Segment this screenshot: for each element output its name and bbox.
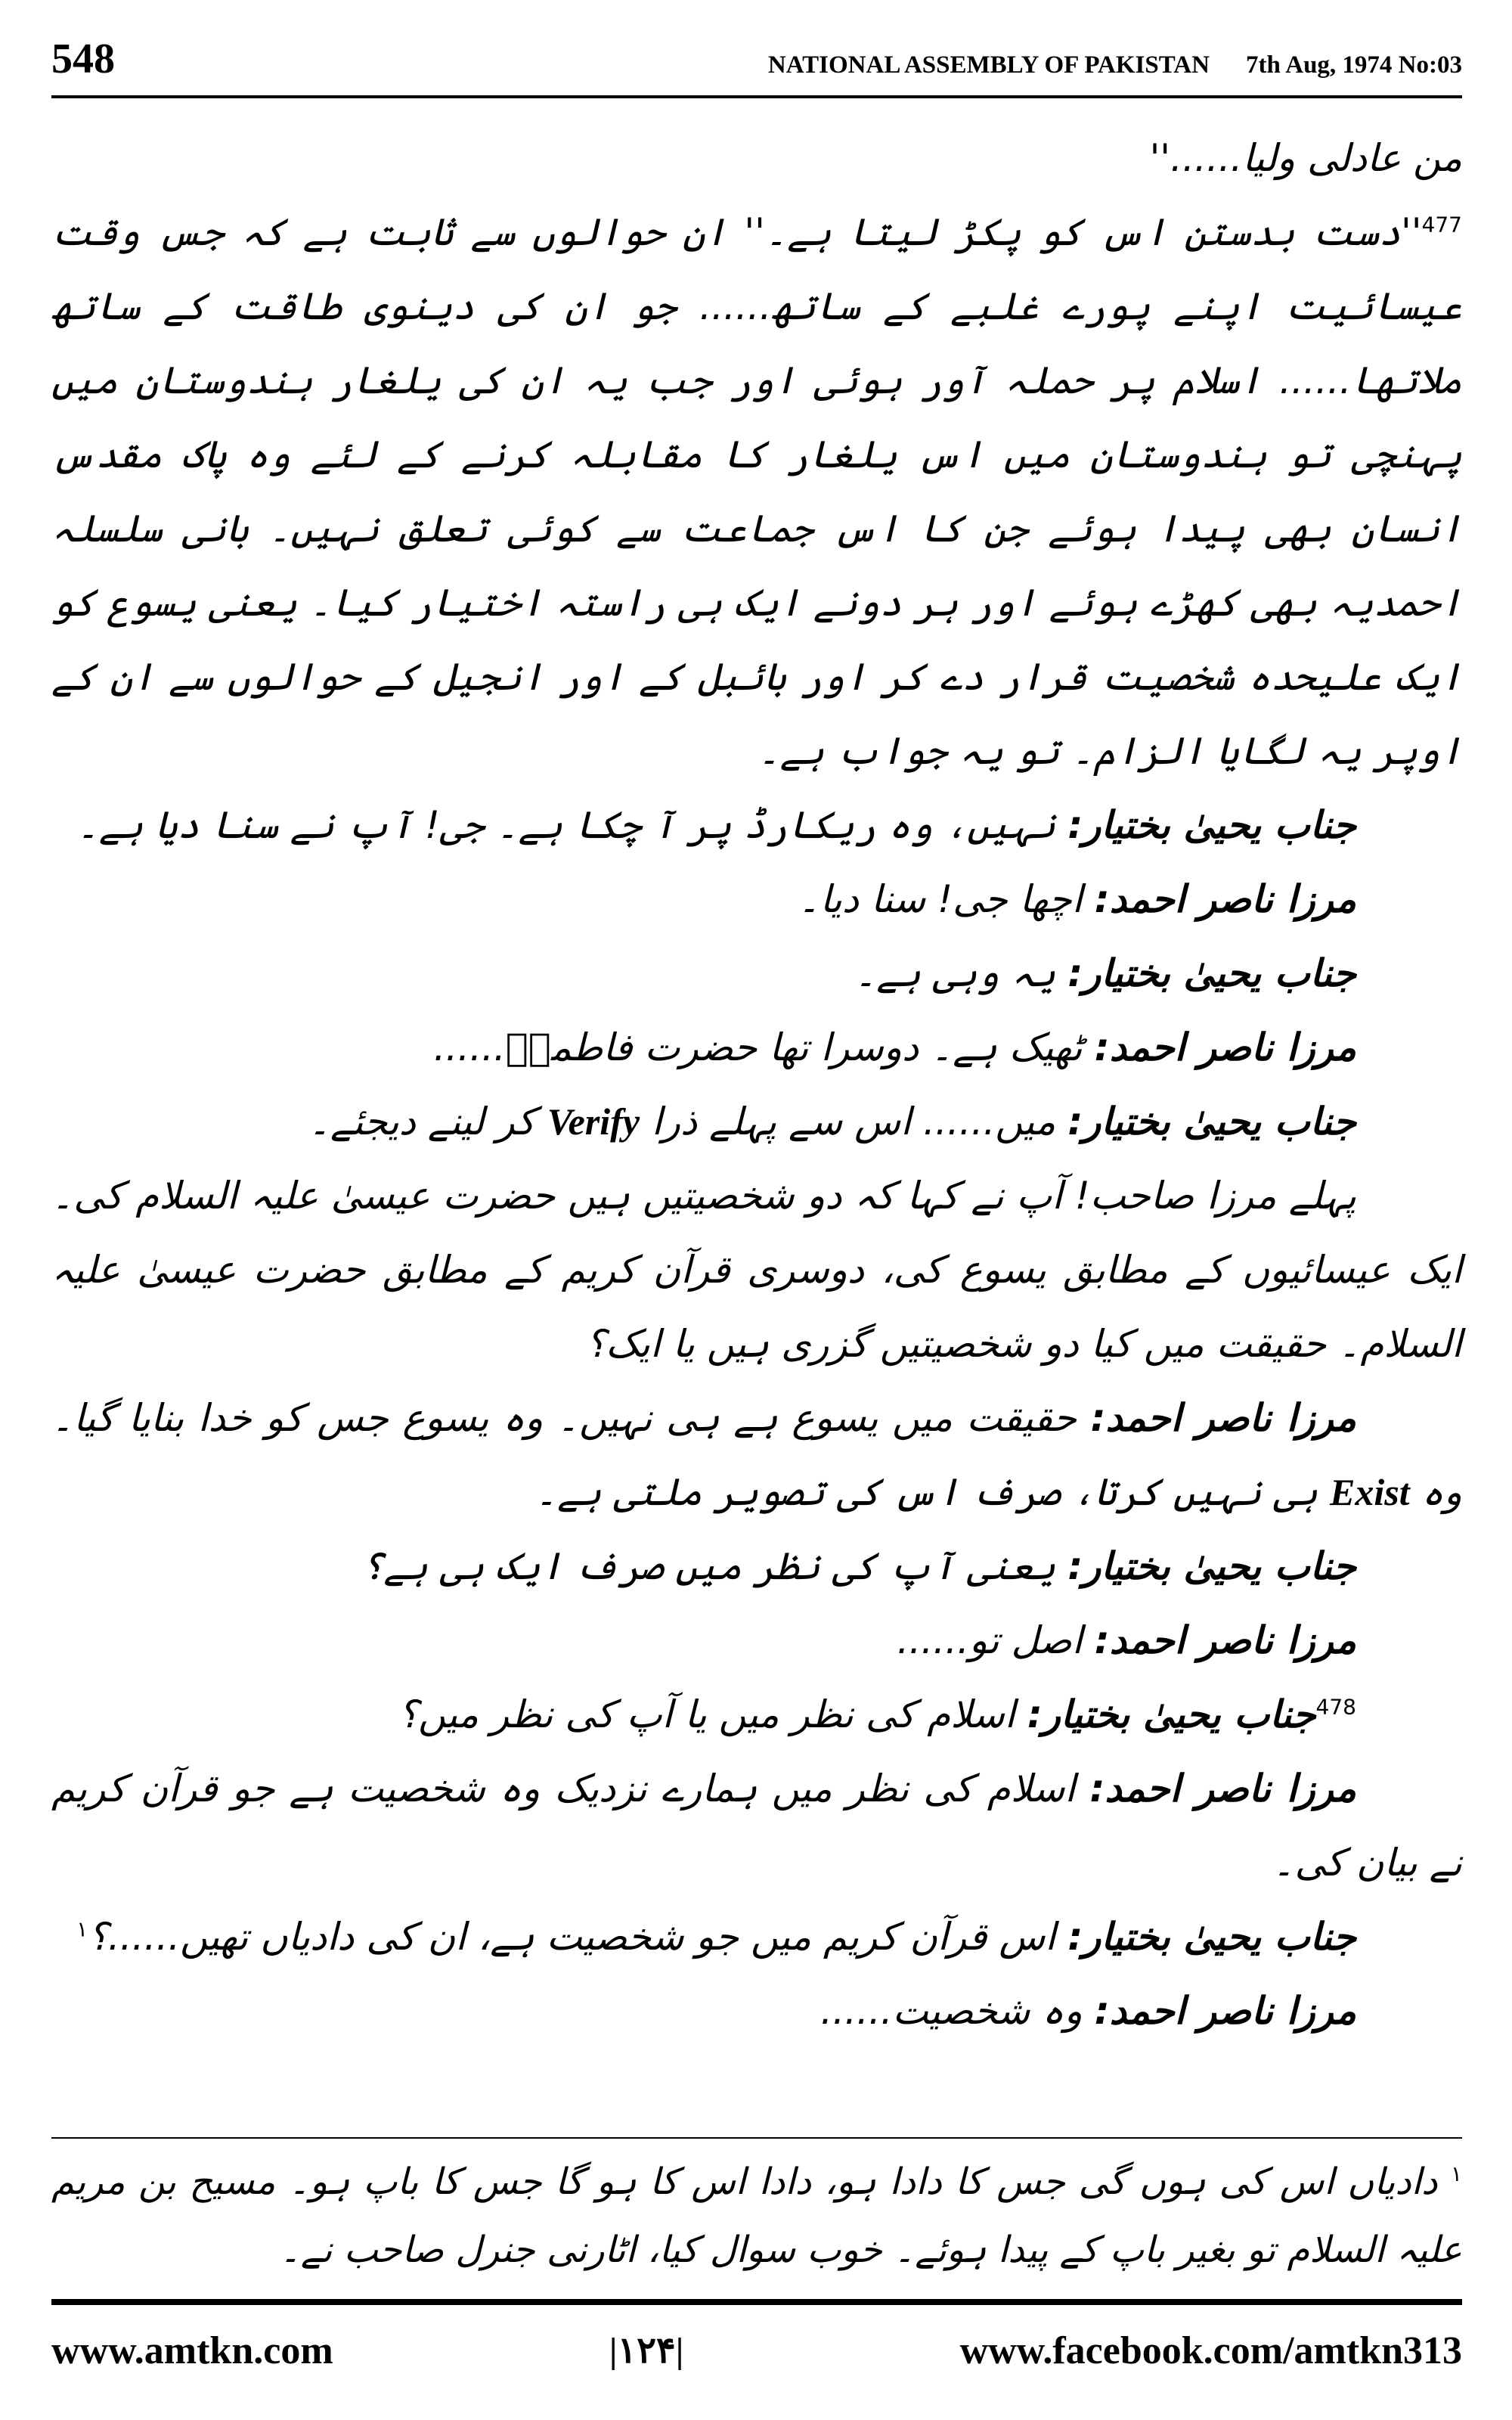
speech-text: اس قرآن کریم میں جو شخصیت ہے، ان کی دادیاں تھیں......؟: [88, 1915, 1056, 1959]
speech-text: کر لینے دیجئے۔: [308, 1100, 535, 1143]
footer-divider: [51, 2299, 1462, 2305]
paragraph-1: [51, 195, 1462, 788]
header-date: 7th Aug, 1974 No:03: [1245, 51, 1462, 79]
speaker-name: جناب یحییٰ بختیار:: [1067, 1544, 1356, 1588]
english-term: Verify: [547, 1100, 640, 1143]
speaker-name: جناب یحییٰ بختیار:: [1067, 1915, 1356, 1959]
speaker-name: مرزا ناصر احمد:: [1094, 1025, 1356, 1069]
dialogue-line: [51, 1751, 1462, 1900]
document-body: [51, 121, 1462, 2048]
reference-number: 478: [1315, 1694, 1356, 1720]
reference-number: 477: [1421, 212, 1462, 237]
speaker-name: مرزا ناصر احمد:: [1090, 1396, 1356, 1440]
speech-text: یہ وہی ہے۔: [854, 951, 1056, 995]
header-divider: [51, 95, 1462, 98]
speech-text: اسلام کی نظر میں ہمارے نزدیک وہ شخصیت ہے جو قرآن کریم نے بیان کی۔: [51, 1767, 1462, 1885]
paragraph-2: پہلے مرزا صاحب! آپ نے کہا کہ دو شخصیتیں ہیں حضرت عیسیٰ علیہ السلام کی۔ ایک عیسائیوں کے مطابق یسوع کی، دوسری قرآن کریم کے مطابق حضرت عیسیٰ علیہ السلام۔ حقیقت میں کیا دو شخصیتیں گزری ہیں یا ایک؟: [51, 1174, 1462, 1366]
dialogue-line: [51, 1010, 1462, 1084]
page-footer: [51, 2320, 1462, 2381]
dialogue-line: [51, 936, 1462, 1010]
speaker-name: مرزا ناصر احمد:: [1094, 1989, 1356, 2033]
dialogue-line: [51, 1974, 1462, 2048]
header-title: NATIONAL ASSEMBLY OF PAKISTAN: [767, 51, 1210, 79]
speaker-name: جناب یحییٰ بختیار:: [1027, 1692, 1316, 1736]
speech-text: نہیں، وہ ریکارڈ پر آ چکا ہے۔ جی! آپ نے سنا دیا ہے۔: [76, 803, 1056, 847]
speech-text: اچھا جی! سنا دیا۔: [798, 877, 1083, 921]
dialogue-line: [51, 862, 1462, 936]
dialogue-line: [51, 1381, 1462, 1529]
english-term: Exist: [1330, 1471, 1410, 1513]
dialogue-line: [51, 1900, 1462, 1974]
speaker-name: جناب یحییٰ بختیار:: [1067, 951, 1356, 995]
facebook-link[interactable]: www.facebook.com/amtkn313: [959, 2328, 1462, 2372]
speech-text: یعنی آپ کی نظر میں صرف ایک ہی ہے؟: [361, 1544, 1056, 1588]
speaker-name: مرزا ناصر احمد:: [1094, 877, 1356, 921]
dialogue-line: [51, 1677, 1462, 1751]
speech-text: اصل تو......: [897, 1618, 1083, 1662]
paragraph-1-text: ''دست بدستن اس کو پکڑ لیتا ہے۔'' ان حوالوں سے ثابت ہے کہ جس وقت عیسائیت اپنے پورے غلبے کے ساتھ...... جو ان کی دینوی طاقت کے ساتھ ملاتھا...... اسلام پر حملہ آور ہوئی اور جب یہ ان کی یلغار ہندوستان میں پہنچی تو ہندوستان میں اس یلغار کا مقابلہ کرنے کے لئے وہ پاک مقدس انسان بھی پیدا ہوئے جن کا اس جماعت سے کوئی تعلق نہیں۔ بانی سلسلہ احمدیہ بھی کھڑے ہوئے اور ہر دونے ایک ہی راستہ اختیار کیا۔ یعنی یسوع کو ایک علیحدہ شخصیت قرار دے کر اور بائبل کے اور انجیل کے حوالوں سے ان کے اوپر یہ لگایا الزام۔ تو یہ جواب ہے۔: [51, 210, 1462, 773]
speaker-name: جناب یحییٰ بختیار:: [1067, 1100, 1356, 1143]
opening-line: من عادلی ولیا......'': [1149, 136, 1462, 180]
footnote-divider: [51, 2137, 1462, 2139]
footnote: [51, 2148, 1462, 2284]
footnote-mark: ۱: [1450, 2161, 1462, 2186]
speech-text: میں...... اس سے پہلے ذرا: [651, 1100, 1056, 1143]
speaker-name: مرزا ناصر احمد:: [1089, 1767, 1356, 1810]
page-header: [51, 35, 1462, 88]
dialogue-line: [51, 1603, 1462, 1677]
speaker-name: مرزا ناصر احمد:: [1094, 1618, 1356, 1662]
website-link[interactable]: www.amtkn.com: [51, 2328, 333, 2372]
dialogue-line: [51, 1529, 1462, 1603]
dialogue-line: [51, 1084, 1462, 1159]
footnote-marker: ۱: [76, 1916, 88, 1942]
speech-text: وہ شخصیت......: [820, 1989, 1083, 2033]
speech-text: ہی نہیں کرتا، صرف اس کی تصویر ملتی ہے۔: [534, 1470, 1318, 1514]
speech-text: ٹھیک ہے۔ دوسرا تھا حضرت فاطمہؓ......: [433, 1025, 1083, 1069]
page-marker: |۱۲۴|: [609, 2331, 684, 2371]
footnote-text: دادیاں اس کی ہوں گی جس کا دادا ہو، دادا اس کا ہو گا جس کا باپ ہو۔ مسیح بن مریم علیہ السلام تو بغیر باپ کے پیدا ہوئے۔ خوب سوال کیا، اٹارنی جنرل صاحب نے۔: [51, 2161, 1462, 2271]
speaker-name: جناب یحییٰ بختیار:: [1067, 803, 1356, 847]
speech-text: اسلام کی نظر میں یا آپ کی نظر میں؟: [398, 1692, 1015, 1736]
speech-text: حقیقت میں یسوع ہے ہی نہیں۔ وہ یسوع جس کو خدا بنایا گیا۔ وہ: [51, 1396, 1462, 1514]
page-number: 548: [51, 36, 115, 82]
dialogue-line: [51, 788, 1462, 862]
